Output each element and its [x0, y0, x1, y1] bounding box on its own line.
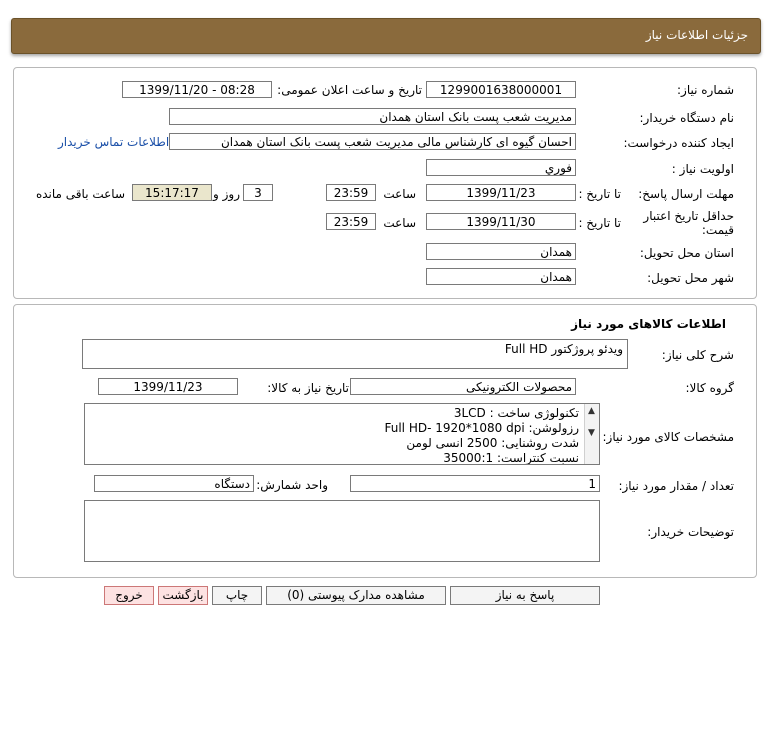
days-field: 3	[243, 184, 273, 201]
specs-textarea[interactable]	[84, 403, 600, 465]
spec-line: رزولوشن: Full HD- 1920*1080 dpi	[384, 421, 579, 435]
deadline-time-field: 23:59	[326, 184, 376, 201]
unit-field: دستگاه	[94, 475, 254, 492]
group-label: گروه کالا:	[685, 381, 734, 395]
validity-date-field: 1399/11/30	[426, 213, 576, 230]
spec-line: نسبت کنتراست: 35000:1	[443, 451, 579, 465]
validity-time-label: ساعت	[383, 216, 416, 230]
print-button[interactable]: چاپ	[212, 586, 262, 605]
requester-field: احسان گیوه ای کارشناس مالی مدیریت شعب پست بانک استان همدان	[169, 133, 576, 150]
group-field: محصولات الکترونیکی	[350, 378, 576, 395]
requester-label: ایجاد کننده درخواست:	[623, 136, 734, 150]
exit-button[interactable]: خروج	[104, 586, 154, 605]
remaining-label: ساعت باقی مانده	[35, 187, 125, 201]
need-number-field: 1299001638000001	[426, 81, 576, 98]
description-field	[82, 339, 628, 369]
description-text: ویدئو پروژکتور Full HD	[504, 342, 623, 356]
deadline-time-label: ساعت	[383, 187, 416, 201]
specs-scrollbar[interactable]	[584, 404, 599, 464]
need-info-panel	[13, 67, 757, 299]
city-label: شهر محل تحویل:	[647, 271, 734, 285]
priority-label: اولویت نیاز :	[671, 162, 734, 176]
unit-label: واحد شمارش:	[256, 478, 328, 492]
deadline-label: مهلت ارسال پاسخ:	[638, 187, 734, 201]
announce-field: 1399/11/20 - 08:28	[122, 81, 272, 98]
validity-to-date-label: تا تاریخ :	[578, 216, 621, 230]
deadline-date-field: 1399/11/23	[426, 184, 576, 201]
buyer-org-label: نام دستگاه خریدار:	[639, 111, 734, 125]
city-field: همدان	[426, 268, 576, 285]
buyer-org-field: مدیریت شعب پست بانک استان همدان	[169, 108, 576, 125]
buyer-notes-field	[84, 500, 600, 562]
province-label: استان محل تحویل:	[639, 246, 734, 260]
page-title: جزئیات اطلاعات نیاز	[645, 28, 748, 42]
buyer-notes-label: توضیحات خریدار:	[647, 525, 734, 539]
need-number-label: شماره نیاز:	[677, 83, 734, 97]
spec-line: شدت روشنایی: 2500 انسی لومن	[406, 436, 579, 450]
days-label: روز و	[213, 187, 240, 201]
deadline-to-date-label: تا تاریخ :	[578, 187, 621, 201]
min-validity-label: حداقل تاریخ اعتبار قیمت:	[643, 209, 734, 237]
qty-label: تعداد / مقدار مورد نیاز:	[618, 479, 734, 493]
specs-label: مشخصات کالای مورد نیاز:	[602, 430, 734, 444]
province-field: همدان	[426, 243, 576, 260]
page-title-bar	[11, 18, 761, 54]
remaining-time-field: 15:17:17	[132, 184, 212, 201]
qty-field: 1	[350, 475, 600, 492]
scroll-down-icon[interactable]: ▼	[588, 428, 595, 438]
reply-button[interactable]: پاسخ به نیاز	[450, 586, 600, 605]
description-label: شرح کلی نیاز:	[661, 348, 734, 362]
back-button[interactable]: بازگشت	[158, 586, 208, 605]
priority-field: فوري	[426, 159, 576, 176]
attachments-button[interactable]: مشاهده مدارک پیوستی (0)	[266, 586, 446, 605]
goods-panel	[13, 304, 757, 578]
need-date-label: تاریخ نیاز به کالا:	[267, 381, 349, 395]
announce-label: تاریخ و ساعت اعلان عمومی:	[277, 83, 422, 97]
spec-line: تکنولوژی ساخت : 3LCD	[453, 406, 579, 420]
validity-time-field: 23:59	[326, 213, 376, 230]
need-date-field: 1399/11/23	[98, 378, 238, 395]
scroll-up-icon[interactable]: ▲	[588, 406, 595, 416]
goods-section-header: اطلاعات کالاهای مورد نیاز	[571, 317, 726, 331]
contact-info-link[interactable]: اطلاعات تماس خریدار	[58, 135, 170, 149]
